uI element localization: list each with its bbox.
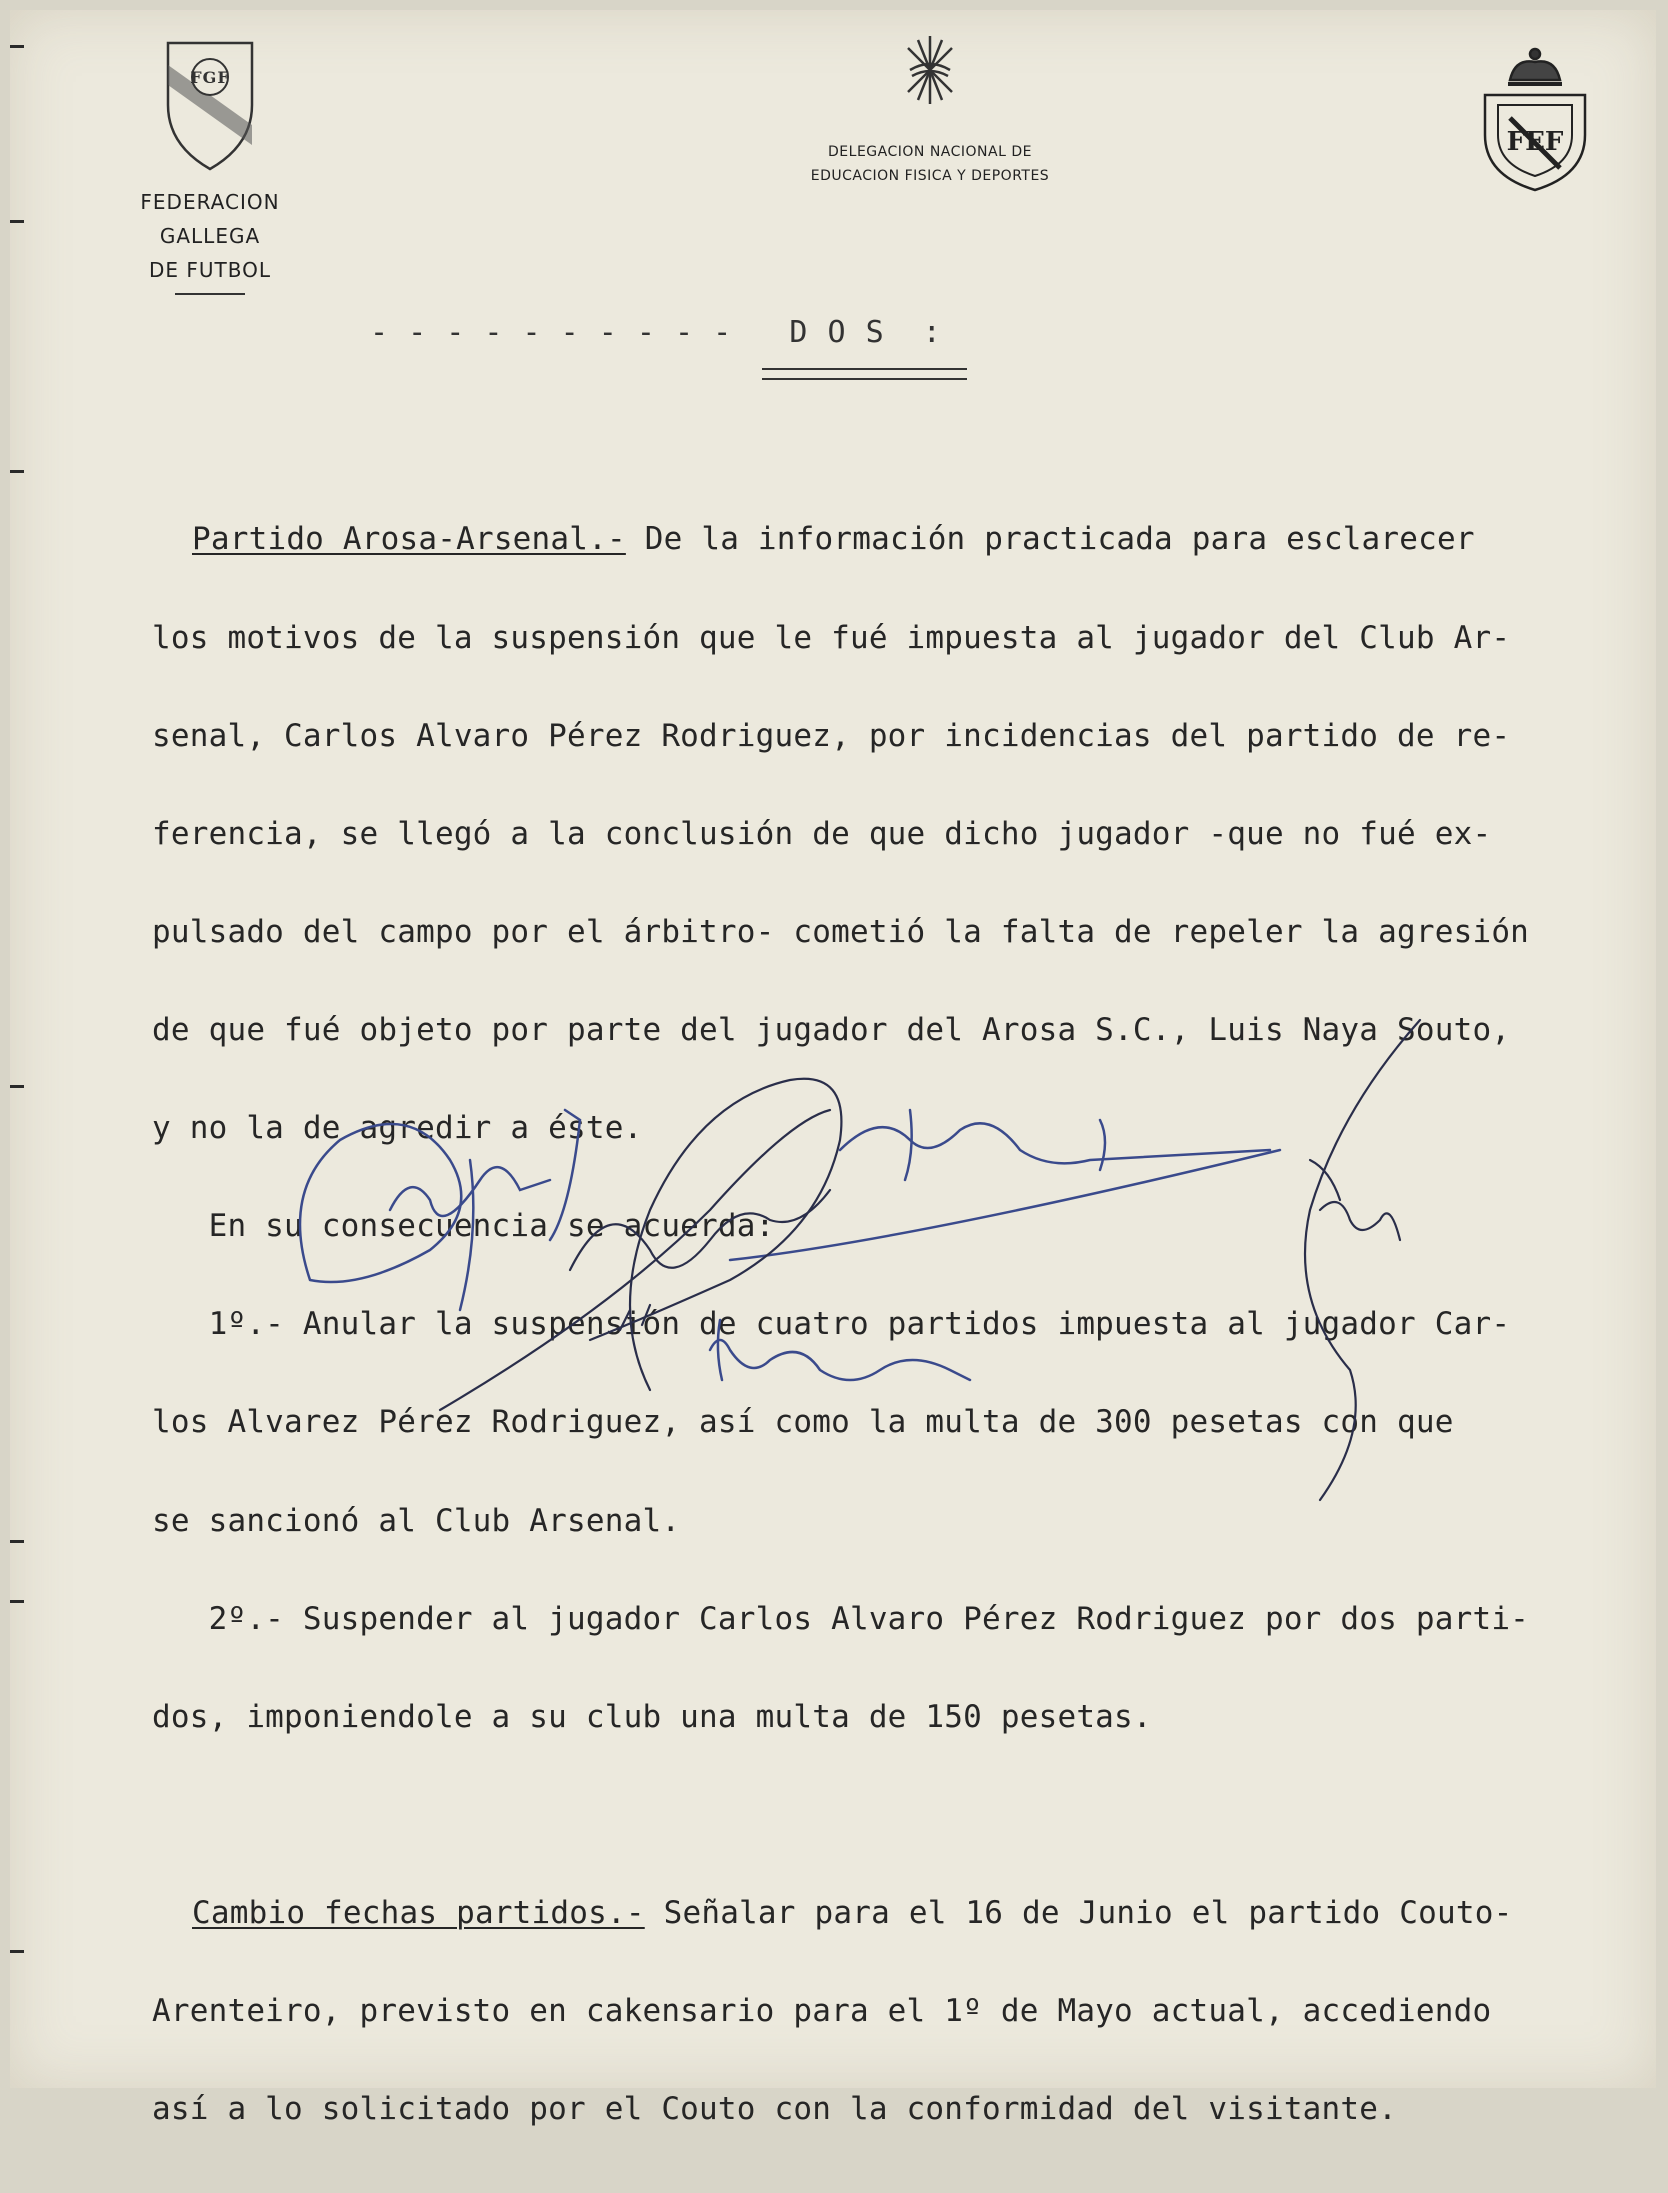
text-line: En su consecuencia se acuerda: — [152, 1208, 775, 1245]
section-2-first-line-text: Señalar para el 16 de Junio el partido Couto- — [644, 1894, 1513, 1931]
crowned-fef-shield-icon — [1470, 40, 1600, 200]
heading-double-underline — [762, 368, 967, 380]
section-1-first-line-text: De la información practicada para esclarecer — [625, 521, 1475, 558]
svg-text:FEF: FEF — [1506, 127, 1564, 157]
edge-mark — [10, 220, 24, 223]
federation-name-line2: DE FUTBOL — [148, 258, 271, 282]
section-1-first-line — [192, 523, 1652, 556]
document-body — [152, 458, 1652, 2191]
edge-mark — [10, 1950, 24, 1953]
edge-mark — [10, 1085, 24, 1088]
delegation-name-line1: DELEGACION NACIONAL DE — [828, 144, 1032, 160]
section-heading: - - - - - - - - - - D O S : — [370, 315, 942, 350]
edge-mark — [10, 45, 24, 48]
text-line: así a lo solicitado por el Couto con la conformidad del visitante. — [152, 2091, 1397, 2128]
text-line: se sancionó al Club Arsenal. — [152, 1502, 681, 1539]
section-1-title: Partido Arosa-Arsenal.- — [192, 521, 626, 558]
delegation-name-line2: EDUCACION FISICA Y DEPORTES — [810, 168, 1050, 184]
text-line: dos, imponiendole a su club una multa de 150 pesetas. — [152, 1698, 1152, 1735]
document-page — [10, 10, 1656, 2128]
svg-text:FGF: FGF — [190, 68, 230, 87]
federation-letterhead — [100, 35, 320, 295]
yoke-arrows-icon — [900, 30, 960, 110]
blank-line — [192, 1799, 1652, 1832]
edge-mark — [10, 1540, 24, 1543]
divider — [175, 293, 245, 295]
text-line: Arenteiro, previsto en cakensario para el 1º de Mayo actual, accediendo — [152, 1993, 1492, 2030]
delegation-letterhead — [700, 30, 1160, 188]
edge-mark — [10, 470, 24, 473]
section-2-title: Cambio fechas partidos.- — [192, 1894, 645, 1931]
section-2-first-line — [192, 1894, 1652, 1931]
fgf-shield-icon — [160, 35, 260, 175]
text-line: de que fué objeto por parte del jugador del Arosa S.C., Luis Naya Souto, — [152, 1011, 1511, 1048]
text-line: pulsado del campo por el árbitro- cometió la falta de repeler la agresión — [152, 913, 1530, 950]
text-line: ferencia, se llegó a la conclusión de que dicho jugador -que no fué ex- — [152, 815, 1492, 852]
text-line: los motivos de la suspensión que le fué impuesta al jugador del Club Ar- — [152, 619, 1511, 656]
text-line: y no la de agredir a éste. — [152, 1110, 643, 1147]
edge-mark — [10, 1600, 24, 1603]
text-line: senal, Carlos Alvaro Pérez Rodriguez, por incidencias del partido de re- — [152, 717, 1511, 754]
text-line: 2º.- Suspender al jugador Carlos Alvaro Pérez Rodriguez por dos parti- — [152, 1600, 1530, 1637]
text-line: 1º.- Anular la suspensión de cuatro partidos impuesta al jugador Car- — [152, 1306, 1511, 1343]
federation-name-line1: FEDERACION GALLEGA — [140, 190, 280, 248]
text-line: los Alvarez Pérez Rodriguez, así como la multa de 300 pesetas con que — [152, 1404, 1454, 1441]
